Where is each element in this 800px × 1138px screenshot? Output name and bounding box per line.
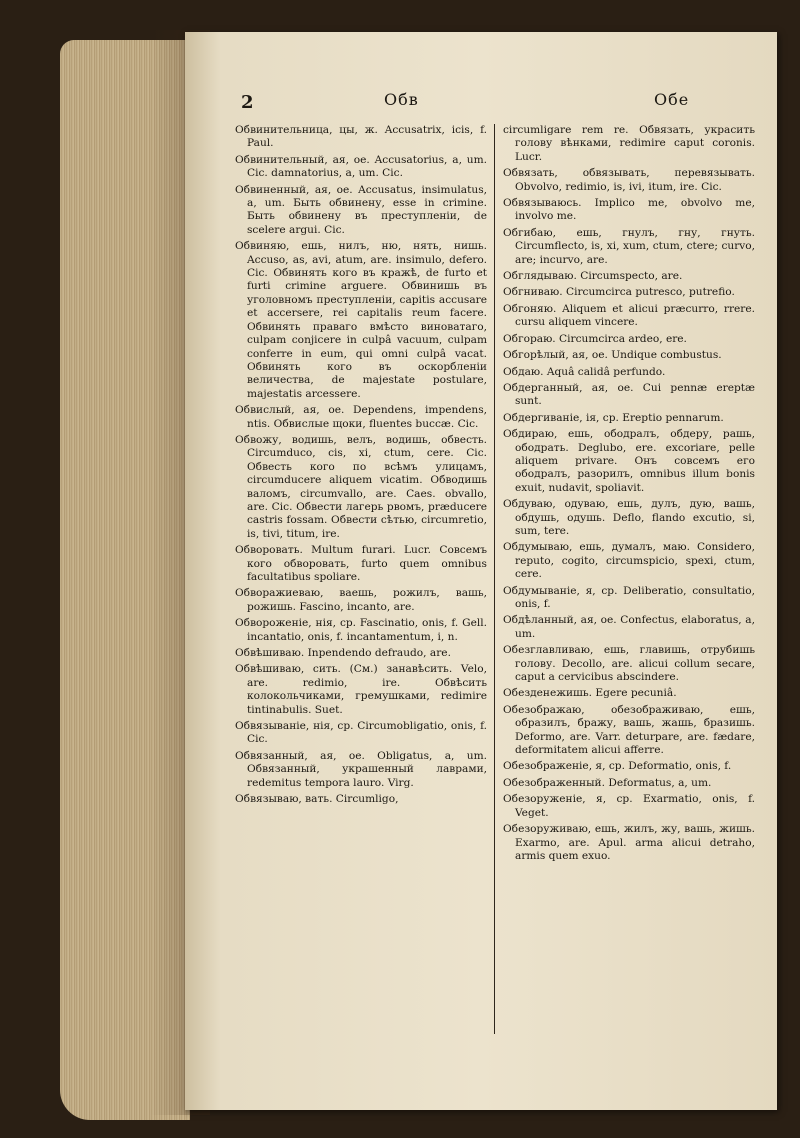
dictionary-entry: Обдерганный, ая, ое. Cui pennӕ ereptӕ sunt. [503,381,755,408]
dictionary-entry: Обдаю. Aquâ calidâ perfundo. [503,365,666,378]
dictionary-entry: Обезглавливаю, ешь, главишь, отрубишь голову. Decollo, are. alicui collum secare, caput a cervicibus abscindere. [503,644,755,684]
column-divider [494,124,495,1034]
dictionary-entry: Обвиняю, ешь, нилъ, ню, нять, нишь. Accuso, as, avi, atum, are. insimulo, defero. Cic. Обвинять кого въ кражѣ, de furto et furti crimine arguere. Обвинишь въ уголовномъ преступленіи, capitis accusare et accersere, rei capitalis reum facere. Обвинять праваго вмѣсто виноватаго, culpam conjicere in culpâ vacuum, culpam conferre in eum, qui omni culpâ vacat. Обвинять кого въ оскорбленіи величества, de majestate postulare, majestatis arcessere. [235,240,487,400]
dictionary-entry: Обдѣланный, ая, ое. Confectus, elaboratus, a, um. [503,614,755,640]
dictionary-entry: Обвязываюсь. Implico me, obvolvo me, involvo me. [503,197,755,223]
dictionary-entry: Обвязать, обвязывать, перевязывать. Obvolvo, redimio, is, ivi, itum, ire. Cic. [503,167,755,193]
dictionary-entry: Обвинительница, цы, ж. Accusatrix, icis, f. Paul. [235,124,487,150]
dictionary-entry: Обвязанный, ая, ое. Obligatus, a, um. Обвязанный, украшенный лаврами, redemitus tempora lauro. Virg. [235,749,487,789]
columns [235,124,755,1084]
dictionary-entry: Обдумываніе, я, ср. Deliberatio, consultatio, onis, f. [503,584,755,610]
dictionary-entry: Обезображаю, обезображиваю, ешь, образилъ, бражу, вашь, жашь, бразишь. Deformo, are. Varr. deturpare, are. fӕdare, deformitatem alicui afferre. [503,703,755,757]
dictionary-entry: Обезображенный. Deformatus, a, um. [503,776,712,789]
dictionary-entry: Обезображеніе, я, ср. Deformatio, onis, f. [503,760,732,773]
dictionary-entry: Обезденежишь. Egere pecuniâ. [503,687,677,700]
page-number: 2 [241,92,254,113]
dictionary-entry: Обвязываніе, нія, ср. Circumobligatio, onis, f. Cic. [235,720,487,746]
dictionary-entry: Обезоруживаю, ешь, жилъ, жу, вашь, жишь. Exarmo, are. Apul. arma alicui detraho, armis quem exuo. [503,823,755,862]
header-right-keyword: Обе [654,90,690,109]
dictionary-entry: Обдумываю, ешь, думалъ, маю. Considero, reputo, cogito, circumspicio, spexi, ctum, cere. [503,541,755,581]
dictionary-entry: Обдираю, ешь, ободралъ, обдеру, рашь, ободрать. Deglubo, ere. excoriare, pelle aliquem privare. Онъ совсемъ его ободралъ, разорилъ, omnibus illum bonis exuit, nudavit, spoliavit. [503,428,755,494]
header-left-keyword: Обв [384,90,419,109]
dictionary-entry: Обглядываю. Circumspecto, are. [503,270,683,283]
dictionary-entry: Обвиненный, ая, ое. Accusatus, insimulatus, a, um. Быть обвинену, esse in crimine. Быть обвинену въ преступленіи, de scelere argui. Cic. [235,183,487,236]
dictionary-entry: Обвороженіе, нія, ср. Fascinatio, onis, f. Gell. incantatio, onis, f. incantamentum, i, n. [235,617,487,643]
dictionary-entry: circumligare rem re. Обвязать, украсить голову вѣнками, redimire caput coronis. Lucr. [503,124,755,163]
dictionary-entry: Обезоруженіе, я, ср. Exarmatio, onis, f. Veget. [503,793,755,819]
dictionary-entry: Обворажиеваю, ваешь, рожилъ, вашь, рожишь. Fascino, incanto, are. [235,587,487,613]
dictionary-entry: Обдуваю, одуваю, ешь, дулъ, дую, вашь, обдушь, одушь. Deflo, flando excutio, si, sum, tere. [503,498,755,537]
dictionary-entry: Обгниваю. Circumcirca putresco, putrefio. [503,286,735,299]
dictionary-entry: Обвинительный, ая, ое. Accusatorius, a, um. Cic. damnatorius, a, um. Cic. [235,153,487,180]
page-header [229,84,749,116]
left-column [235,124,487,1084]
dictionary-entry: Обгоняю. Aliquem et alicui prӕcurro, rrere. cursu aliquem vincere. [503,302,755,329]
right-column [503,124,755,1084]
dictionary-entry: Обдергиваніе, ія, ср. Ereptio pennarum. [503,411,724,424]
dictionary-entry: Обвислый, ая, ое. Dependens, impendens, ntis. Обвислые щоки, fluentes buccæ. Cic. [235,404,487,430]
dictionary-entry: Обворовать. Multum furari. Lucr. Совсемъ кого обворовать, furto quem omnibus facultatibus spoliare. [235,544,487,583]
dictionary-entry: Обгорѣлый, ая, ое. Undique combustus. [503,349,722,362]
dictionary-entry: Обгораю. Circumcirca ardeo, ere. [503,332,687,345]
dictionary-entry: Обвѣшиваю, сить. (См.) занавѣсить. Velo, are. redimio, ire. Обвѣсить колокольчиками, гремушками, redimire tintinabulis. Suet. [235,663,487,716]
dictionary-entry: Обгибаю, ешь, гнулъ, гну, гнуть. Circumflecto, is, xi, xum, ctum, ctere; curvo, are; incurvo, are. [503,226,755,266]
dictionary-entry: Обвѣшиваю. Inpendendo defraudo, are. [235,647,451,660]
dictionary-entry: Обвязываю, вать. Circumligo, [235,793,399,806]
dictionary-entry: Обвожу, водишь, велъ, водишь, обвесть. Circumduco, cis, xi, ctum, cere. Cic. Обвесть кого по всѣмъ улицамъ, circumducere aliquem vicatim. Обводишь валомъ, circumvallo, are. Caes. obvallo, are. Cic. Обвести лагерь рвомъ, prӕducere castris fossam. Обвести сѣтью, circumretio, is, tivi, titum, ire. [235,433,487,540]
dictionary-page [185,32,777,1110]
